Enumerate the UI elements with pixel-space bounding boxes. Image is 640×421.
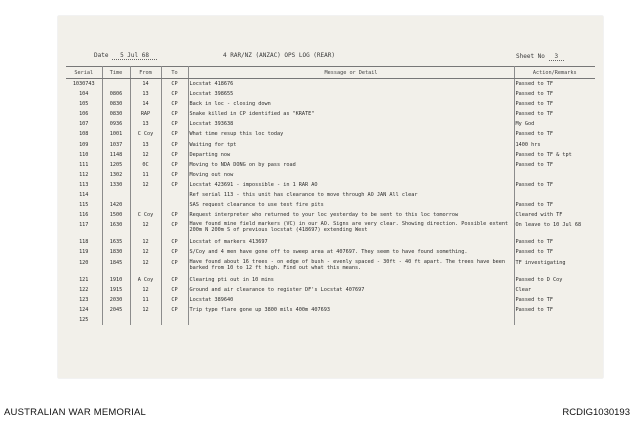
cell-action	[514, 170, 595, 180]
cell-serial: 120	[66, 258, 102, 275]
cell-serial: 109	[66, 140, 102, 150]
cell-serial: 123	[66, 295, 102, 305]
cell-action: Passed to TF	[515, 91, 553, 98]
cell-to: CP	[161, 79, 188, 90]
cell-from: 12	[130, 220, 161, 237]
table-row	[66, 190, 595, 200]
cell-serial: 114	[66, 190, 102, 200]
cell-serial: 124	[66, 305, 102, 315]
cell-from: 12	[130, 247, 161, 257]
sheet-label: Sheet No	[516, 53, 545, 60]
cell-message: Locstat 398655	[188, 89, 514, 99]
cell-action	[514, 190, 595, 200]
cell-message: Back in loc - closing down	[188, 99, 514, 109]
cell-action: Passed to TF	[515, 111, 553, 118]
cell-to: CP	[161, 140, 188, 150]
cell-from: 12	[130, 285, 161, 295]
cell-action: Cleared with TF	[515, 212, 563, 219]
cell-action: On leave to 10 Jul 68	[515, 222, 582, 229]
cell-time: 1037	[102, 140, 130, 150]
cell-action: Passed to TF	[515, 249, 553, 256]
cell-to: CP	[161, 170, 188, 180]
cell-to: CP	[161, 258, 188, 275]
cell-from: C Coy	[130, 129, 161, 139]
cell-from: 13	[130, 140, 161, 150]
cell-time: 1330	[102, 180, 130, 190]
cell-to: CP	[161, 305, 188, 315]
cell-message: Have found mine field markers (VC) in our AO. Signs are very clear. Showing direction. Possible extent 200m N 200m S of previous locstat (418697) extending West	[188, 220, 514, 237]
table-row	[66, 220, 595, 237]
cell-action: Passed to D Coy	[515, 276, 563, 283]
table-row	[66, 140, 595, 150]
table-row	[66, 109, 595, 119]
cell-to: CP	[161, 99, 188, 109]
cell-message: Waiting for tpt	[188, 140, 514, 150]
cell-to	[161, 315, 188, 325]
cell-time	[102, 190, 130, 200]
cell-time: 2045	[102, 305, 130, 315]
cell-from: 0C	[130, 160, 161, 170]
cell-serial: 106	[66, 109, 102, 119]
table-row	[66, 79, 595, 90]
table-row	[66, 119, 595, 129]
cell-action: Passed to TF	[515, 181, 553, 188]
cell-from: 11	[130, 295, 161, 305]
cell-from: C Coy	[130, 210, 161, 220]
cell-time: 1630	[102, 220, 130, 237]
cell-serial: 113	[66, 180, 102, 190]
cell-message: Locstat 389640	[188, 295, 514, 305]
table-row	[66, 129, 595, 139]
cell-time	[102, 315, 130, 325]
cell-action: My God	[515, 121, 535, 128]
table-row	[66, 210, 595, 220]
table-row	[66, 200, 595, 210]
cell-message: Clearing pti out in 10 mins	[188, 275, 514, 285]
cell-to: CP	[161, 220, 188, 237]
cell-serial: 121	[66, 275, 102, 285]
cell-serial: 112	[66, 170, 102, 180]
footer-institution: AUSTRALIAN WAR MEMORIAL	[4, 407, 147, 418]
cell-action: Clear	[515, 286, 532, 293]
cell-time: 1830	[102, 247, 130, 257]
cell-message: Moving to NDA DONG on by pass road	[188, 160, 514, 170]
cell-serial: 1030743	[66, 79, 102, 90]
cell-to: CP	[161, 180, 188, 190]
ops-log-table	[66, 66, 595, 325]
table-header-row	[66, 67, 595, 79]
cell-to: CP	[161, 89, 188, 99]
cell-message: Trip type flare gone up 3800 mils 400m 407693	[188, 305, 514, 315]
footer-catalog-id: RCDIG1030193	[562, 407, 630, 418]
table-row	[66, 295, 595, 305]
cell-message: Locstat 423691 - impossible - in 1 RAR AO	[188, 180, 514, 190]
cell-to: CP	[161, 285, 188, 295]
cell-time: 0936	[102, 119, 130, 129]
col-from: From	[130, 67, 161, 79]
cell-to: CP	[161, 160, 188, 170]
cell-to: CP	[161, 150, 188, 160]
col-message: Message or Detail	[188, 67, 514, 79]
cell-message: Locstat 393638	[188, 119, 514, 129]
cell-action: Passed to TF	[515, 306, 553, 313]
table-row	[66, 170, 595, 180]
col-action: Action/Remarks	[514, 67, 595, 79]
table-row	[66, 89, 595, 99]
cell-message: Locstat of markers 413697	[188, 237, 514, 247]
cell-from: A Coy	[130, 275, 161, 285]
cell-action: Passed to TF	[515, 161, 553, 168]
cell-to: CP	[161, 119, 188, 129]
cell-to: CP	[161, 237, 188, 247]
cell-action: Passed to TF	[515, 239, 553, 246]
cell-message: Ground and air clearance to register DF's Locstat 407697	[188, 285, 514, 295]
cell-time: 1635	[102, 237, 130, 247]
cell-from: 13	[130, 89, 161, 99]
cell-time: 0806	[102, 89, 130, 99]
cell-message: Departing now	[188, 150, 514, 160]
cell-time: 1148	[102, 150, 130, 160]
cell-message: Snake killed in CP identified as "KRATE"	[188, 109, 514, 119]
cell-time: 1001	[102, 129, 130, 139]
cell-serial: 104	[66, 89, 102, 99]
cell-to: CP	[161, 275, 188, 285]
table-row	[66, 305, 595, 315]
cell-message: SAS request clearance to use test fire pits	[188, 200, 514, 210]
cell-time: 1205	[102, 160, 130, 170]
col-time: Time	[102, 67, 130, 79]
cell-time: 1915	[102, 285, 130, 295]
table-row	[66, 160, 595, 170]
cell-from: 12	[130, 180, 161, 190]
log-sheet	[58, 16, 603, 378]
cell-to: CP	[161, 247, 188, 257]
log-title: 4 RAR/NZ (ANZAC) OPS LOG (REAR)	[223, 52, 335, 59]
cell-message: Locstat 418676	[188, 79, 514, 90]
cell-time: 1910	[102, 275, 130, 285]
cell-from: 12	[130, 305, 161, 315]
cell-message: S/Coy and 4 men have gone off to sweep area at 407697. They seem to have found something.	[188, 247, 514, 257]
cell-to	[161, 200, 188, 210]
cell-message: What time resup this loc today	[188, 129, 514, 139]
cell-from	[130, 190, 161, 200]
table-row	[66, 275, 595, 285]
cell-message	[188, 315, 514, 325]
sheet-value: 3	[549, 53, 565, 61]
col-to: To	[161, 67, 188, 79]
cell-from: 14	[130, 99, 161, 109]
cell-action: TF investigating	[515, 259, 566, 266]
cell-to: CP	[161, 109, 188, 119]
cell-message: Request interpreter who returned to your loc yesterday to be sent to this loc tomorrow	[188, 210, 514, 220]
table-row	[66, 247, 595, 257]
cell-from: 12	[130, 258, 161, 275]
cell-serial: 119	[66, 247, 102, 257]
table-row	[66, 258, 595, 275]
cell-time: 1302	[102, 170, 130, 180]
cell-from: 11	[130, 170, 161, 180]
cell-time: 0830	[102, 99, 130, 109]
cell-action: Passed to TF	[515, 296, 553, 303]
cell-action	[514, 315, 595, 325]
date-label: Date	[94, 52, 109, 59]
cell-from: 12	[130, 237, 161, 247]
cell-to: CP	[161, 129, 188, 139]
cell-from: 12	[130, 150, 161, 160]
cell-from: RAP	[130, 109, 161, 119]
table-row	[66, 237, 595, 247]
table-row	[66, 285, 595, 295]
table-row	[66, 315, 595, 325]
cell-action: 1400 hrs	[515, 141, 541, 148]
cell-from: 13	[130, 119, 161, 129]
cell-time: 0830	[102, 109, 130, 119]
cell-time: 1500	[102, 210, 130, 220]
cell-time: 1845	[102, 258, 130, 275]
table-row	[66, 150, 595, 160]
cell-action: Passed to TF	[515, 202, 553, 209]
cell-serial: 118	[66, 237, 102, 247]
date-field	[94, 52, 157, 59]
cell-serial: 116	[66, 210, 102, 220]
cell-action: Passed to TF	[515, 101, 553, 108]
cell-action: Passed to TF & tpt	[515, 151, 572, 158]
cell-to	[161, 190, 188, 200]
sheet-number	[516, 53, 564, 60]
cell-from: 14	[130, 79, 161, 90]
cell-action: Passed to TF	[515, 81, 553, 87]
cell-message: Ref serial 113 - this unit has clearance to move through AO JAN All clear	[188, 190, 514, 200]
cell-from	[130, 200, 161, 210]
cell-from	[130, 315, 161, 325]
cell-serial: 107	[66, 119, 102, 129]
cell-serial: 117	[66, 220, 102, 237]
date-value: 5 Jul 68	[112, 52, 157, 60]
cell-time	[102, 79, 130, 90]
cell-action: Passed to TF	[515, 131, 553, 138]
cell-time: 1420	[102, 200, 130, 210]
cell-serial: 115	[66, 200, 102, 210]
cell-serial: 110	[66, 150, 102, 160]
cell-message: Have found about 16 trees - on edge of bush - evenly spaced - 30ft - 40 ft apart. The trees have been barked from 10 to 12 ft high. Find out what this means.	[188, 258, 514, 275]
cell-time: 2030	[102, 295, 130, 305]
cell-serial: 125	[66, 315, 102, 325]
cell-serial: 105	[66, 99, 102, 109]
cell-to: CP	[161, 295, 188, 305]
cell-message: Moving out now	[188, 170, 514, 180]
cell-serial: 108	[66, 129, 102, 139]
table-row	[66, 99, 595, 109]
cell-to: CP	[161, 210, 188, 220]
col-serial: Serial	[66, 67, 102, 79]
cell-serial: 122	[66, 285, 102, 295]
cell-serial: 111	[66, 160, 102, 170]
table-row	[66, 180, 595, 190]
